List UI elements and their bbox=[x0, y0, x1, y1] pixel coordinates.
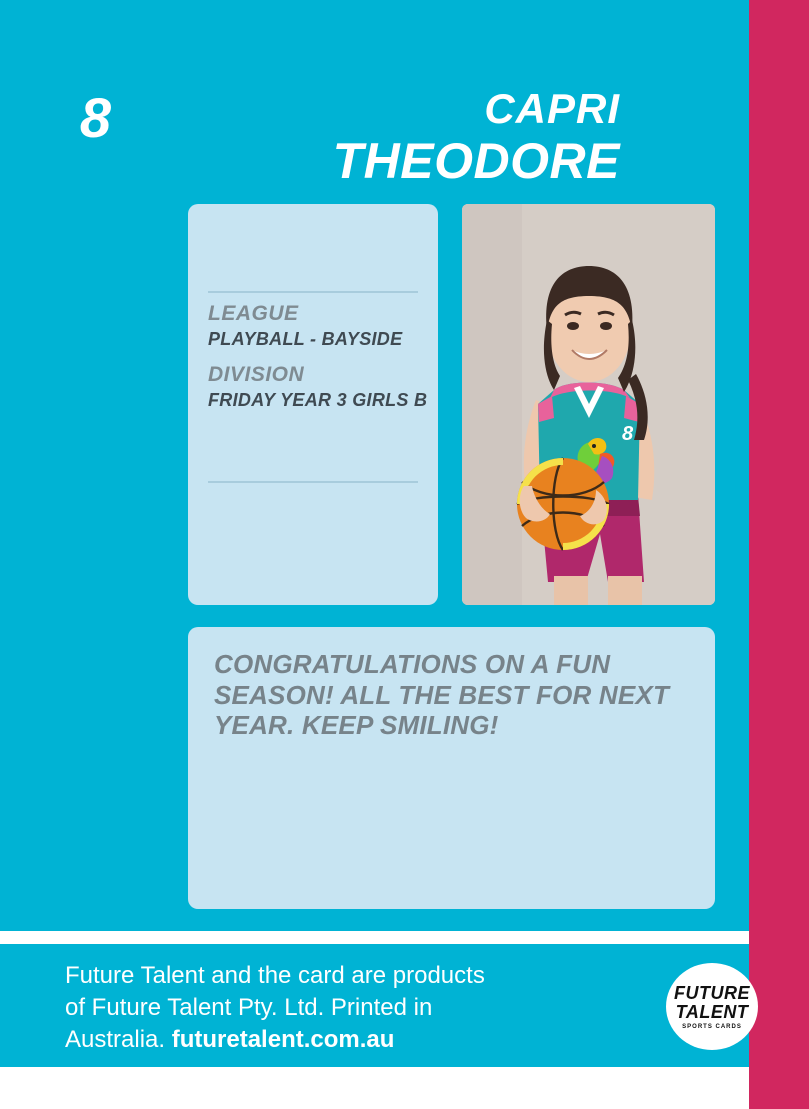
footer-line-2: of Future Talent Pty. Ltd. Printed in bbox=[65, 993, 433, 1021]
player-name bbox=[180, 85, 620, 189]
logo-line-1: FUTURE bbox=[674, 982, 750, 1003]
footer-line-3: Australia. bbox=[65, 1025, 166, 1053]
player-last-name: THEODORE bbox=[332, 133, 620, 189]
svg-text:8: 8 bbox=[622, 423, 634, 445]
logo-line-3: SPORTS CARDS bbox=[682, 1023, 742, 1030]
division-label: DIVISION bbox=[208, 363, 305, 386]
jersey-number: 8 bbox=[79, 86, 111, 149]
footer-divider bbox=[0, 931, 749, 944]
info-divider-bottom bbox=[208, 481, 418, 483]
coach-message: CONGRATULATIONS ON A FUN SEASON! ALL THE BEST FOR NEXT YEAR. KEEP SMILING! bbox=[214, 649, 670, 741]
bottom-white-strip bbox=[0, 1067, 749, 1109]
message-panel bbox=[188, 627, 715, 909]
player-photo bbox=[462, 204, 715, 605]
footer-url[interactable]: futuretalent.com.au bbox=[171, 1025, 395, 1053]
logo-line-2: TALENT bbox=[675, 1001, 749, 1022]
player-first-name: CAPRI bbox=[484, 85, 620, 132]
info-panel bbox=[188, 204, 438, 605]
division-value: FRIDAY YEAR 3 GIRLS B bbox=[208, 390, 428, 410]
league-value: PLAYBALL - BAYSIDE bbox=[208, 329, 403, 349]
footer-legal-text bbox=[65, 960, 585, 1056]
league-label: LEAGUE bbox=[208, 302, 299, 325]
future-talent-logo bbox=[666, 963, 758, 1050]
right-accent-stripe bbox=[749, 0, 809, 1109]
info-divider-top bbox=[208, 291, 418, 293]
footer-line-1: Future Talent and the card are products bbox=[65, 962, 485, 989]
